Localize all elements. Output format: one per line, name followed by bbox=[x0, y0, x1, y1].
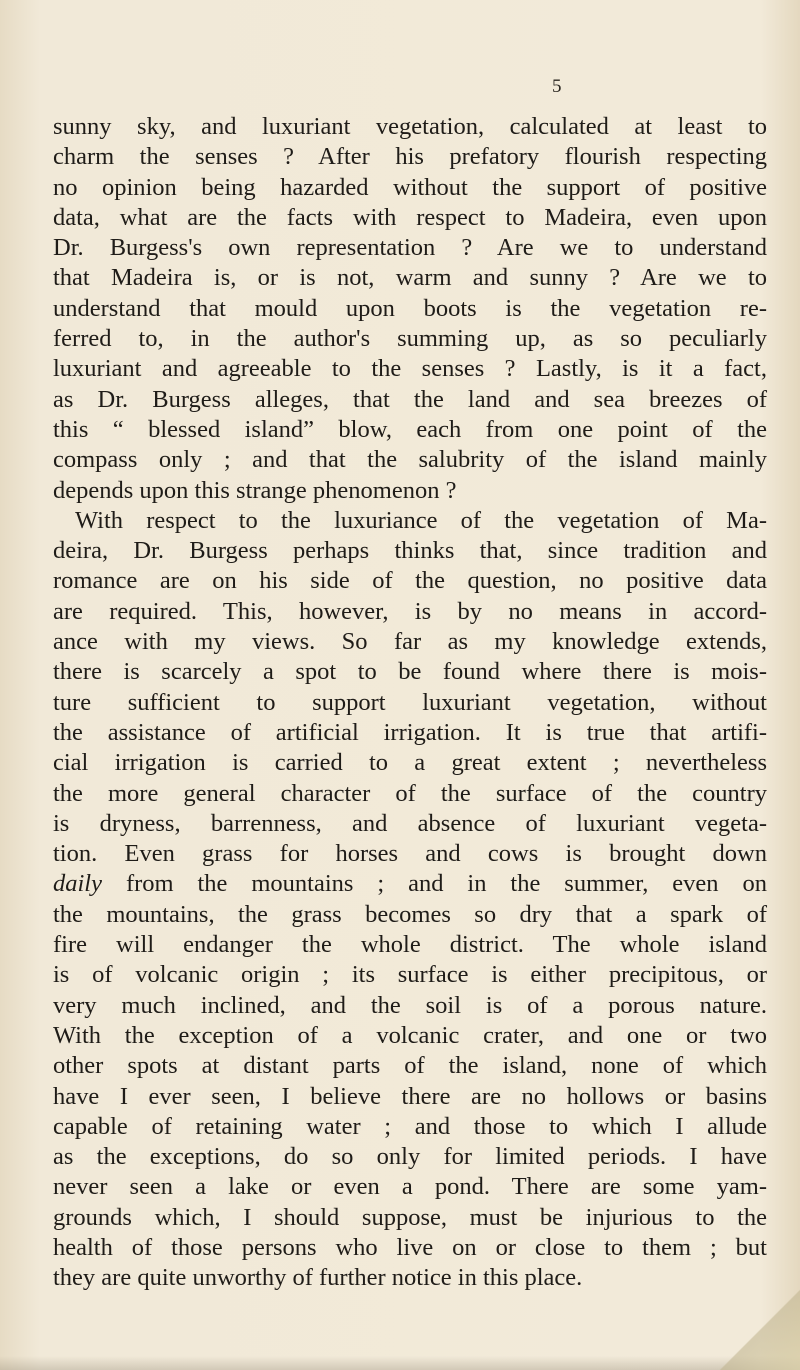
text-line: grounds which, I should suppose, must be injurious to the bbox=[53, 1203, 767, 1231]
text-line bbox=[53, 869, 767, 899]
text-line: other spots at distant parts of the island, none of which bbox=[53, 1052, 767, 1080]
text-line: this “ blessed island” blow, each from one point of the bbox=[53, 415, 767, 443]
text-line: ance with my views. So far as my knowledge extends, bbox=[53, 628, 767, 656]
text-line: they are quite unworthy of further notice in this place. bbox=[53, 1264, 583, 1292]
text-line: that Madeira is, or is not, warm and sunny ? Are we to bbox=[53, 264, 767, 292]
text-line: the more general character of the surface of the country bbox=[53, 779, 767, 807]
text-line: fire will endanger the whole district. The whole island bbox=[53, 931, 767, 959]
text-line: the assistance of artificial irrigation. It is true that artifi- bbox=[53, 718, 767, 746]
page-number: 5 bbox=[552, 76, 562, 97]
text-line: there is scarcely a spot to be found where there is mois- bbox=[53, 658, 767, 686]
text-line: cial irrigation is carried to a great extent ; nevertheless bbox=[53, 749, 767, 777]
text-line: deira, Dr. Burgess perhaps thinks that, since tradition and bbox=[53, 537, 767, 565]
text-line: depends upon this strange phenomenon ? bbox=[53, 476, 457, 504]
text-line: is of volcanic origin ; its surface is either precipitous, or bbox=[53, 961, 767, 989]
body-text bbox=[53, 112, 767, 1294]
text-line: the mountains, the grass becomes so dry that a spark of bbox=[53, 900, 767, 928]
text-line: With respect to the luxuriance of the vegetation of Ma- bbox=[75, 506, 767, 534]
text-line: understand that mould upon boots is the vegetation re- bbox=[53, 294, 767, 322]
text-line: as the exceptions, do so only for limited periods. I have bbox=[53, 1143, 767, 1171]
text-line: ferred to, in the author's summing up, as so peculiarly bbox=[53, 325, 767, 353]
italic-word: daily bbox=[53, 870, 102, 898]
text-line: very much inclined, and the soil is of a porous nature. bbox=[53, 991, 767, 1019]
text-line: as Dr. Burgess alleges, that the land and sea breezes of bbox=[53, 385, 767, 413]
page-corner-shadow bbox=[710, 1280, 800, 1370]
text-line: With the exception of a volcanic crater, and one or two bbox=[53, 1021, 767, 1049]
text-line-rest: from the mountains ; and in the summer, even on bbox=[125, 870, 767, 898]
text-line: health of those persons who live on or close to them ; but bbox=[53, 1233, 767, 1261]
text-line: are required. This, however, is by no means in accord- bbox=[53, 597, 767, 625]
text-line: luxuriant and agreeable to the senses ? Lastly, is it a fact, bbox=[53, 355, 767, 383]
text-line: sunny sky, and luxuriant vegetation, calculated at least to bbox=[53, 113, 767, 140]
text-line: no opinion being hazarded without the support of positive bbox=[53, 173, 767, 201]
text-line: have I ever seen, I believe there are no hollows or basins bbox=[53, 1082, 767, 1110]
text-line: capable of retaining water ; and those to which I allude bbox=[53, 1112, 767, 1140]
text-line: romance are on his side of the question, no positive data bbox=[53, 567, 767, 595]
text-line: charm the senses ? After his prefatory flourish respecting bbox=[53, 143, 767, 171]
text-line: ture sufficient to support luxuriant vegetation, without bbox=[53, 688, 767, 716]
text-line: never seen a lake or even a pond. There are some yam- bbox=[53, 1173, 767, 1201]
page-bottom-edge bbox=[0, 1356, 800, 1370]
text-line: is dryness, barrenness, and absence of luxuriant vegeta- bbox=[53, 809, 767, 837]
text-line: data, what are the facts with respect to Madeira, even upon bbox=[53, 203, 767, 231]
text-line: compass only ; and that the salubrity of the island mainly bbox=[53, 446, 767, 474]
text-line: tion. Even grass for horses and cows is brought down bbox=[53, 840, 767, 868]
text-line: Dr. Burgess's own representation ? Are we to understand bbox=[53, 234, 767, 262]
